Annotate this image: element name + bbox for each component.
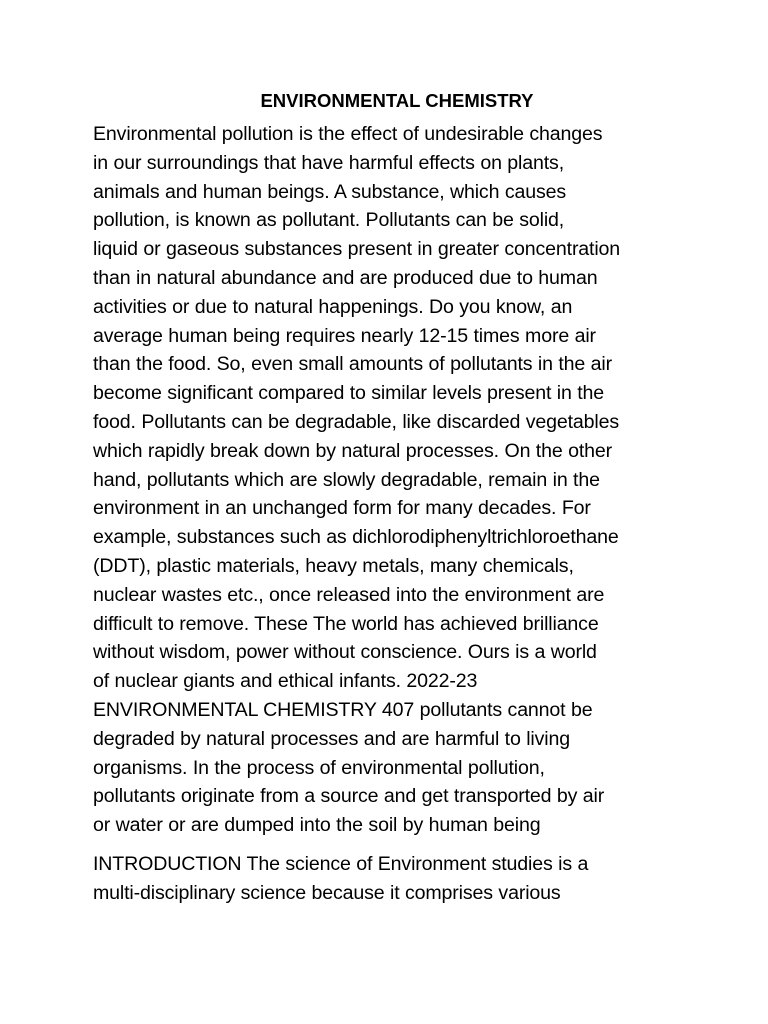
- text-line: example, substances such as dichlorodiphenyltrichloroethane: [93, 526, 619, 549]
- text-line: Environmental pollution is the effect of undesirable changes: [93, 123, 603, 145]
- text-line: than the food. So, even small amounts of pollutants in the air: [93, 353, 612, 376]
- text-line: than in natural abundance and are produced due to human: [93, 266, 598, 289]
- text-line: in our surroundings that have harmful effects on plants,: [93, 151, 564, 174]
- text-line: difficult to remove. These The world has achieved brilliance: [93, 612, 599, 635]
- document-title: ENVIRONMENTAL CHEMISTRY: [260, 90, 534, 111]
- text-line: become significant compared to similar levels present in the: [93, 382, 604, 405]
- text-line: environment in an unchanged form for many decades. For: [93, 497, 591, 520]
- text-line: pollutants originate from a source and get transported by air: [93, 785, 605, 808]
- text-line: of nuclear giants and ethical infants. 2022-23: [93, 670, 478, 693]
- text-line: hand, pollutants which are slowly degradable, remain in the: [93, 468, 600, 491]
- text-line: INTRODUCTION The science of Environment studies is a: [93, 852, 589, 875]
- document-body: [93, 120, 708, 908]
- text-line: activities or due to natural happenings. Do you know, an: [93, 295, 573, 318]
- text-line: liquid or gaseous substances present in greater concentration: [93, 238, 621, 261]
- text-line: organisms. In the process of environmental pollution,: [93, 756, 545, 779]
- text-line: without wisdom, power without conscience. Ours is a world: [93, 641, 597, 664]
- text-line: food. Pollutants can be degradable, like discarded vegetables: [93, 410, 619, 433]
- text-line: ENVIRONMENTAL CHEMISTRY 407 pollutants cannot be: [93, 698, 593, 721]
- text-line: pollution, is known as pollutant. Pollutants can be solid,: [93, 209, 565, 232]
- text-line: (DDT), plastic materials, heavy metals, many chemicals,: [93, 554, 574, 577]
- text-line: which rapidly break down by natural processes. On the other: [93, 439, 612, 462]
- text-line: animals and human beings. A substance, which causes: [93, 180, 567, 203]
- text-line: nuclear wastes etc., once released into the environment are: [93, 583, 605, 606]
- text-line: degraded by natural processes and are harmful to living: [93, 727, 570, 750]
- body-paragraph: [93, 850, 708, 908]
- text-line: multi-disciplinary science because it comprises various: [93, 881, 561, 904]
- text-line: or water or are dumped into the soil by human being: [93, 814, 541, 837]
- body-paragraph: [93, 120, 708, 840]
- text-line: average human being requires nearly 12-15 times more air: [93, 324, 596, 347]
